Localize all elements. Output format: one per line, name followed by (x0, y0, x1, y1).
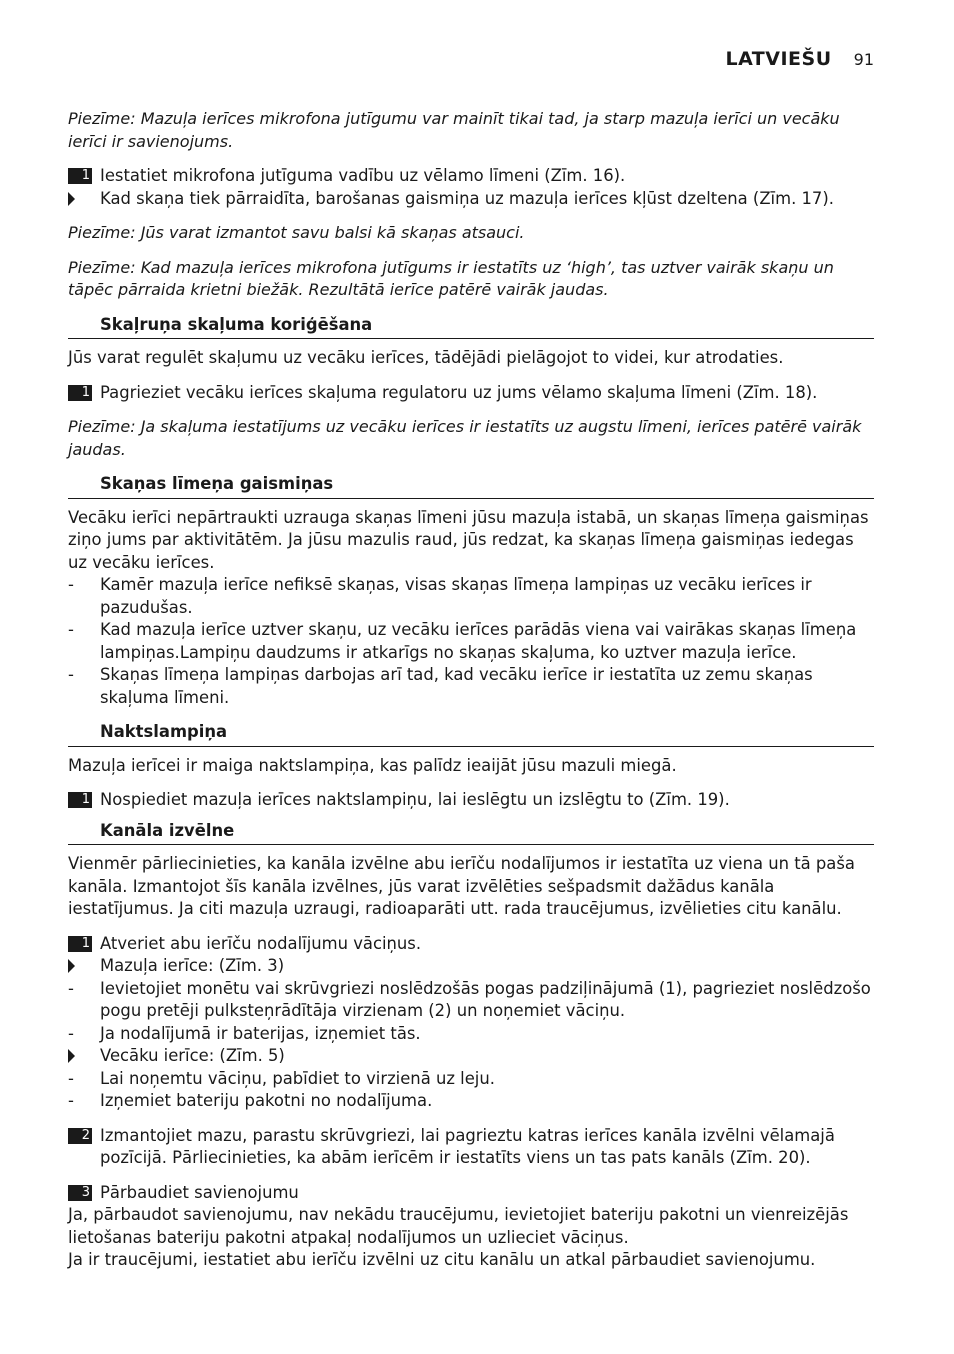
dash-text: Lai noņemtu vāciņu, pabīdiet to virzienā uz leju. (100, 1068, 495, 1088)
step-item (68, 165, 874, 188)
page-header (725, 48, 874, 70)
dash-item (68, 1068, 874, 1091)
result-item (68, 1045, 874, 1068)
step-text: Izmantojiet mazu, parastu skrūvgriezi, lai pagrieztu katras ierīces kanāla izvēlni vēlamajā pozīcijā. Pārliecinieties, ka abām ierīcēm ir iestatīts viens un tas pats kanāls (Zīm. 20). (100, 1125, 835, 1167)
dash-text: Ja nodalījumā ir baterijas, izņemiet tās. (100, 1023, 421, 1043)
result-item (68, 188, 874, 211)
body-paragraph: Vecāku ierīci nepārtraukti uzrauga skaņas līmeni jūsu mazuļa istabā, un skaņas līmeņa gaismiņas ziņo jums par aktivitātēm. Ja jūsu mazulis raud, jūs redzat, ka skaņas līmeņa gaismiņas iedegas uz vecāku ierīces. (68, 507, 869, 572)
step-number-badge: 1 (68, 168, 92, 184)
page-number: 91 (853, 50, 874, 69)
dash-text: Kad mazuļa ierīce uztver skaņu, uz vecāku ierīces parādās viena vai vairākas skaņas līmeņa lampiņas.Lampiņu daudzums ir atkarīgs no skaņas skaļuma, ko uztver mazuļa ierīce. (100, 620, 857, 662)
step-number-badge: 2 (68, 1128, 92, 1144)
dash-marker: - (68, 665, 74, 684)
step-number-badge: 1 (68, 936, 92, 952)
dash-text: Skaņas līmeņa lampiņas darbojas arī tad, kad vecāku ierīce ir iestatīta uz zemu skaņas skaļuma līmeni. (100, 665, 813, 707)
dash-marker: - (68, 1091, 74, 1110)
section-heading: Kanāla izvēlne (68, 820, 874, 846)
result-text: Kad skaņa tiek pārraidīta, barošanas gaismiņa uz mazuļa ierīces kļūst dzeltena (Zīm. 17). (100, 188, 834, 208)
step-text: Pagrieziet vecāku ierīces skaļuma regulatoru uz jums vēlamo skaļuma līmeni (Zīm. 18). (100, 382, 818, 402)
step-text: Pārbaudiet savienojumu (100, 1182, 299, 1202)
body-paragraph: Mazuļa ierīcei ir maiga naktslampiņa, kas palīdz ieaijāt jūsu mazuli miegā. (68, 755, 677, 775)
step-text: Iestatiet mikrofona jutīguma vadību uz vēlamo līmeni (Zīm. 16). (100, 166, 626, 185)
dash-item (68, 664, 874, 709)
body-paragraph: Ja ir traucējumi, iestatiet abu ierīču izvēlni uz citu kanālu un atkal pārbaudiet savienojumu. (68, 1250, 816, 1269)
section-heading: Naktslampiņa (68, 721, 874, 747)
body-paragraph: Jūs varat regulēt skaļumu uz vecāku ierīces, tādējādi pielāgojot to videi, kur atrodaties. (68, 348, 784, 367)
step-text: Atveriet abu ierīču nodalījumu vāciņus. (100, 933, 422, 953)
step-item (68, 933, 874, 956)
note-paragraph: Piezīme: Kad mazuļa ierīces mikrofona jutīgums ir iestatīts uz ‘high’, tas uztver vairāk skaņu un tāpēc pārraida krietni biežāk. Rezultātā ierīce patērē vairāk jaudas. (68, 257, 834, 299)
page-content (68, 108, 874, 1272)
section-heading: Skaļruņa skaļuma koriģēšana (68, 314, 874, 340)
step-item (68, 789, 874, 812)
result-item (68, 955, 874, 978)
dash-item (68, 619, 874, 664)
triangle-bullet-icon (68, 192, 75, 206)
dash-item (68, 574, 874, 619)
step-item (68, 382, 874, 405)
dash-text: Ievietojiet monētu vai skrūvgriezi noslēdzošās pogas padziļinājumā (1), pagrieziet noslēdzošo pogu pretēji pulksteņrādītāja virzienam (2) un noņemiet vāciņu. (100, 978, 871, 1020)
dash-marker: - (68, 1068, 74, 1088)
result-text: Mazuļa ierīce: (Zīm. 3) (100, 956, 285, 975)
body-paragraph: Ja, pārbaudot savienojumu, nav nekādu traucējumu, ievietojiet bateriju pakotni un vienreizējās lietošanas bateriju pakotni atpakaļ nodalījumos un uzlieciet vāciņus. (68, 1205, 849, 1247)
result-text: Vecāku ierīce: (Zīm. 5) (100, 1046, 285, 1065)
section-heading: Skaņas līmeņa gaismiņas (68, 473, 874, 499)
dash-item (68, 978, 874, 1023)
language-label: LATVIEŠU (725, 48, 832, 70)
triangle-bullet-icon (68, 959, 75, 973)
triangle-bullet-icon (68, 1049, 75, 1063)
dash-text: Kamēr mazuļa ierīce nefiksē skaņas, visas skaņas līmeņa lampiņas uz vecāku ierīces ir pazudušas. (100, 575, 812, 617)
dash-marker: - (68, 620, 74, 639)
step-item (68, 1182, 874, 1205)
dash-marker: - (68, 575, 74, 594)
dash-text: Izņemiet bateriju pakotni no nodalījuma. (100, 1091, 433, 1110)
step-number-badge: 3 (68, 1185, 92, 1201)
dash-item (68, 1023, 874, 1046)
step-number-badge: 1 (68, 385, 92, 401)
dash-marker: - (68, 1023, 74, 1043)
dash-item (68, 1090, 874, 1113)
step-text: Nospiediet mazuļa ierīces naktslampiņu, lai ieslēgtu un izslēgtu to (Zīm. 19). (100, 790, 730, 809)
note-paragraph: Piezīme: Ja skaļuma iestatījums uz vecāku ierīces ir iestatīts uz augstu līmeni, ierīces patērē vairāk jaudas. (68, 417, 862, 459)
note-paragraph: Piezīme: Jūs varat izmantot savu balsi kā skaņas atsauci. (68, 223, 525, 242)
body-paragraph: Vienmēr pārliecinieties, ka kanāla izvēlne abu ierīču nodalījumos ir iestatīta uz viena un tā paša kanāla. Izmantojot šīs kanāla izvēlnes, jūs varat izvēlēties sešpadsmit dažādus kanāla iestatījumus. Ja citi mazuļa uzraugi, radioaparāti utt. rada traucējumus, izvēlieties citu kanālu. (68, 854, 855, 918)
step-item (68, 1125, 874, 1170)
step-number-badge: 1 (68, 792, 92, 808)
note-paragraph: Piezīme: Mazuļa ierīces mikrofona jutīgumu var mainīt tikai tad, ja starp mazuļa ierīci un vecāku ierīci ir savienojums. (68, 109, 840, 151)
dash-marker: - (68, 978, 74, 998)
